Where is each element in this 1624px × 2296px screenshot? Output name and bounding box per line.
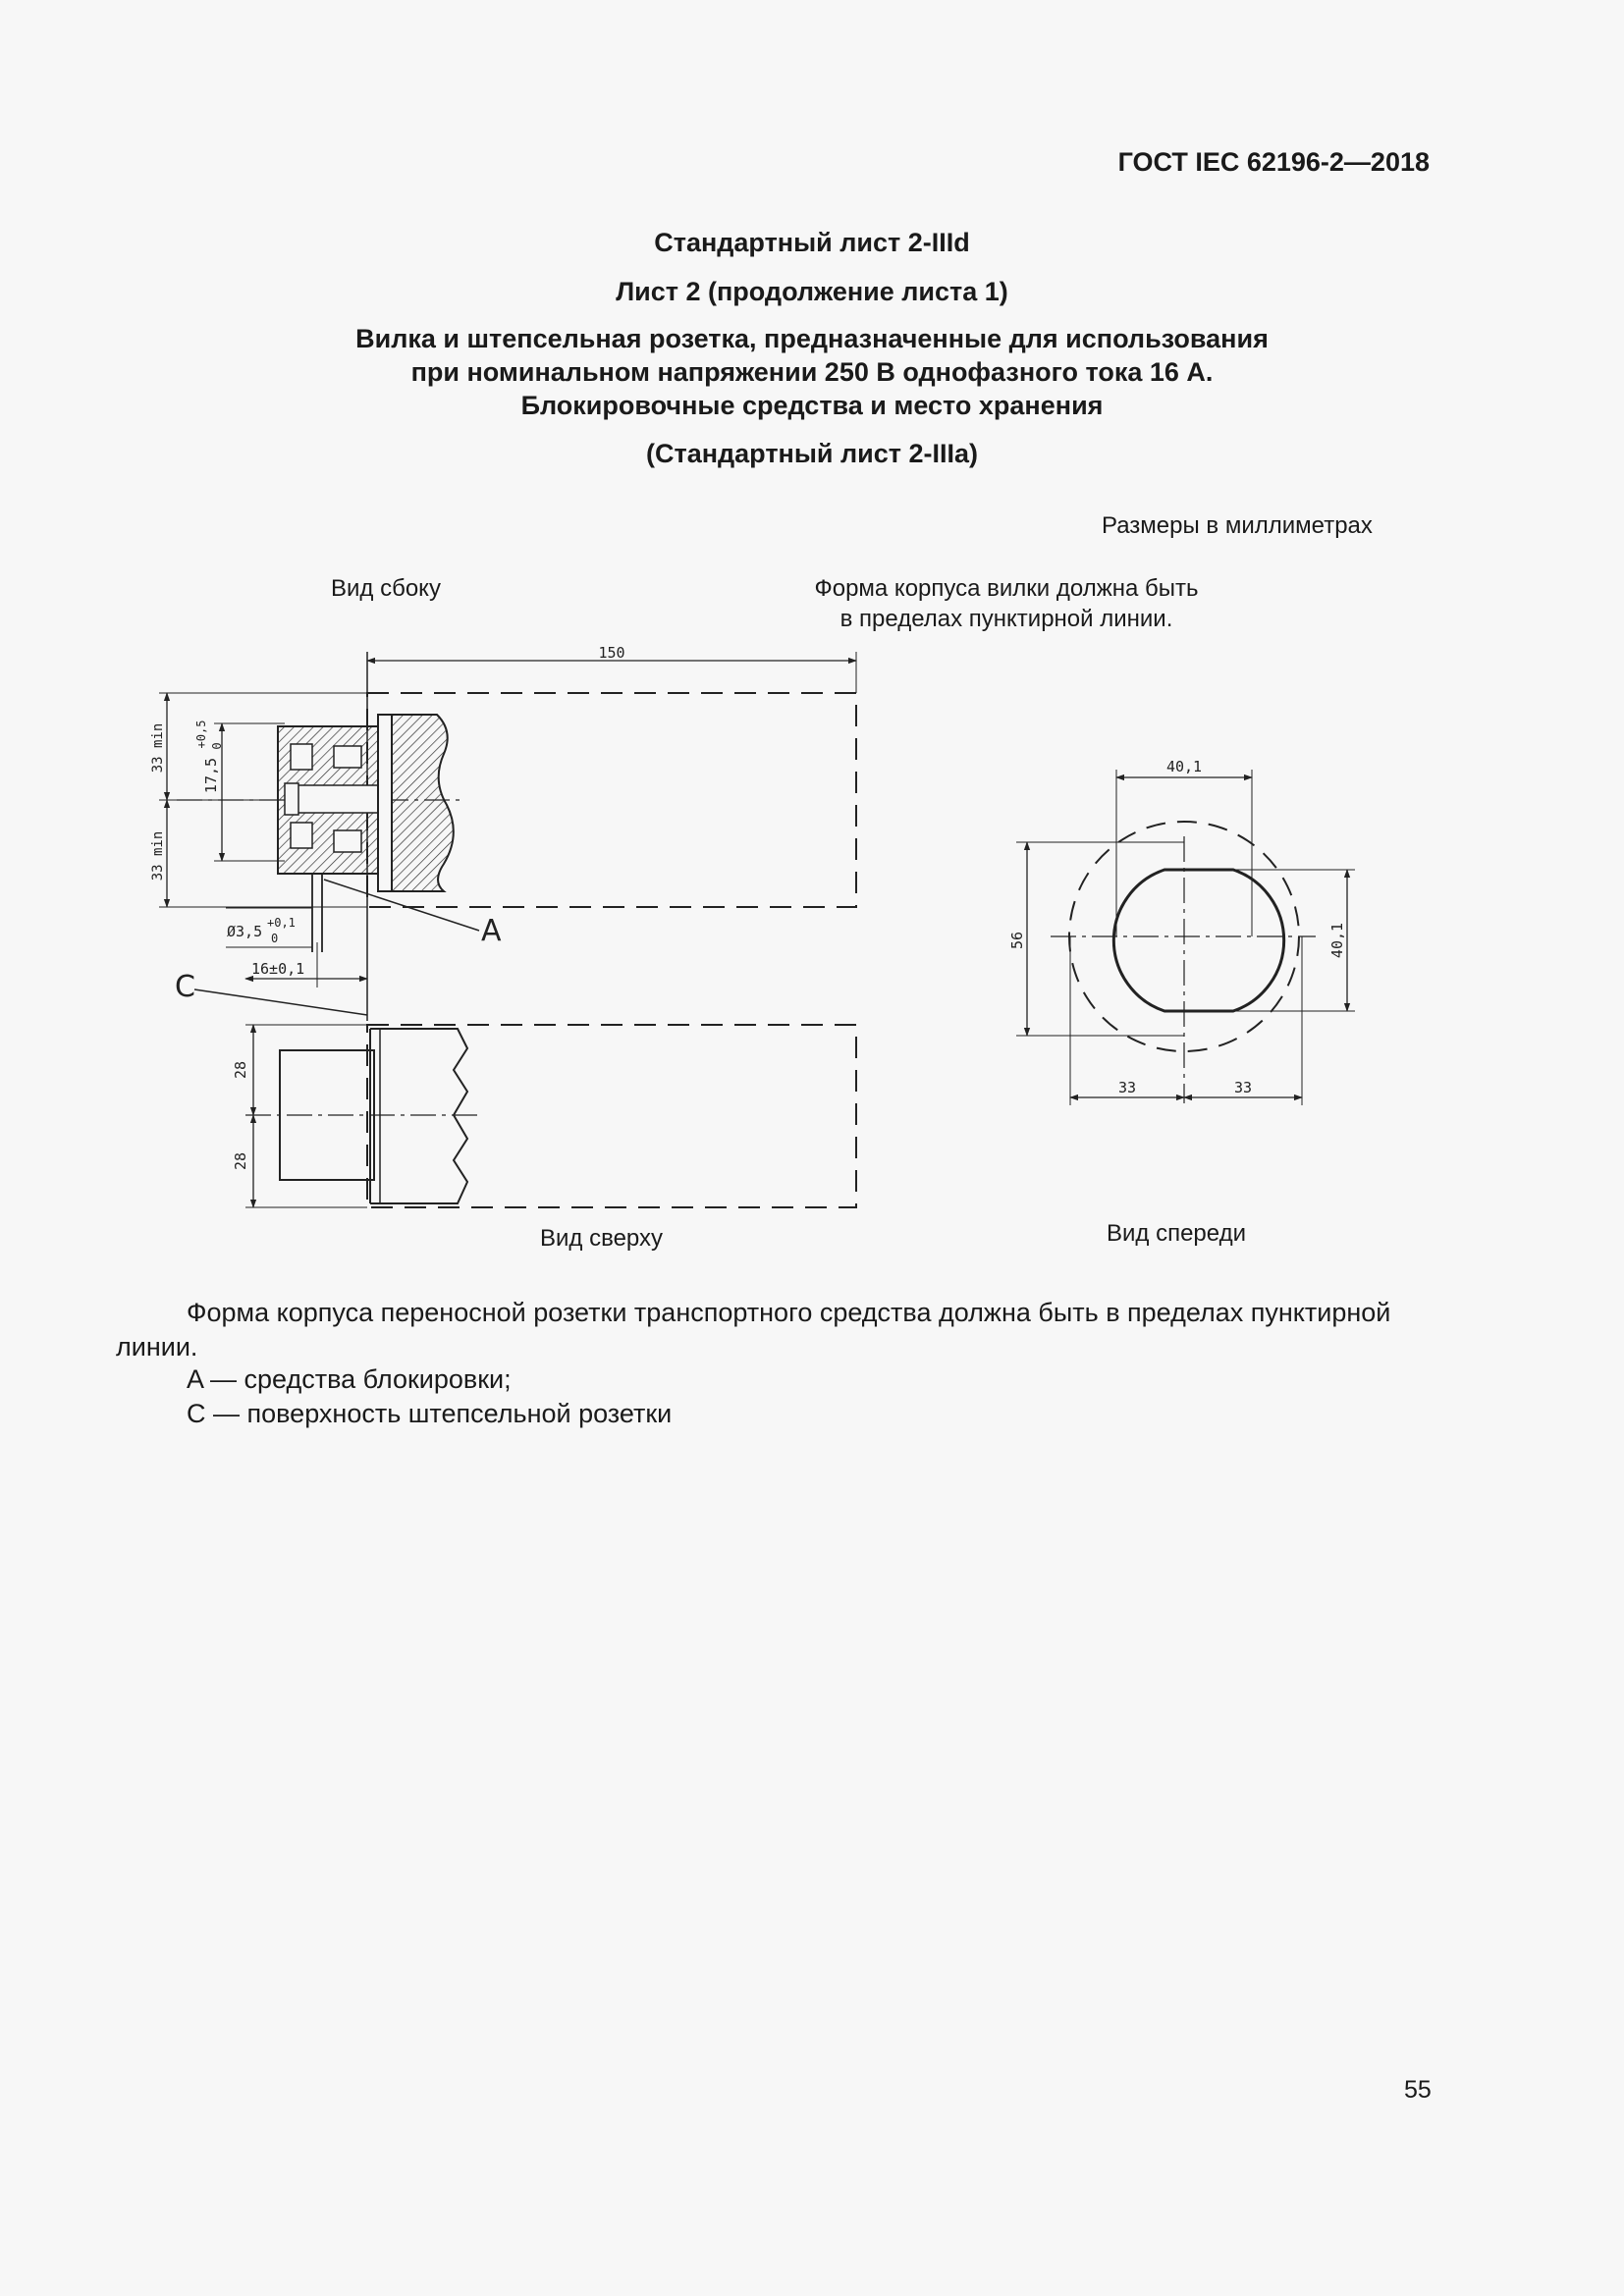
sheet-continuation: Лист 2 (продолжение листа 1) [616, 277, 1008, 306]
front-dim-33-left-label: 33 [1117, 1079, 1137, 1096]
front-dim-40-1-height-label: 40,1 [1328, 922, 1346, 959]
dim-28-bottom-label: 28 [232, 1151, 249, 1171]
dim-33-min-top-label: 33 min [150, 722, 166, 774]
dim-dia-tol-upper: +0,1 [267, 916, 296, 930]
dim-17-5-label: 17,5 [202, 757, 220, 794]
shape-note-line: в пределах пунктирной линии. [839, 606, 1173, 632]
dim-dia-3-5-label: Ø3,5 [227, 923, 263, 940]
legend-item-c: C — поверхность штепсельной розетки [187, 1399, 673, 1428]
dim-17-5-tol-lower: 0 [210, 742, 224, 750]
reference-sheet: (Стандартный лист 2-IIIa) [645, 439, 979, 468]
dim-150-label: 150 [598, 644, 625, 662]
top-dashed-outline [367, 1025, 856, 1207]
document-code: ГОСТ IEC 62196-2—2018 [1117, 147, 1430, 177]
front-socket-outline [1113, 870, 1283, 1011]
callout-c: C [175, 970, 195, 1004]
side-view-label: Вид сбоку [331, 575, 441, 602]
front-view-label: Вид спереди [1107, 1220, 1247, 1247]
heading-line: при номинальном напряжении 250 В однофазного тока 16 А. [410, 357, 1214, 387]
standard-sheet-title: Стандартный лист 2-IIId [654, 228, 970, 257]
legend-list [116, 1362, 1430, 1431]
front-view-drawing [1016, 770, 1355, 1105]
front-dim-40-1-width-label: 40,1 [1165, 758, 1203, 775]
leader-c [194, 989, 367, 1015]
shape-note-line: Форма корпуса вилки должна быть [814, 575, 1199, 602]
front-dim-56-label: 56 [1008, 931, 1026, 950]
front-dim-33-right-label: 33 [1233, 1079, 1253, 1096]
heading-line: Блокировочные средства и место хранения [520, 391, 1104, 420]
legend-item-a: A — средства блокировки; [187, 1364, 512, 1394]
top-view-drawing [245, 1025, 856, 1207]
body-paragraph: Форма корпуса переносной розетки транспортного средства должна быть в пределах пунктирной линии. [116, 1298, 1391, 1362]
dim-28-top-label: 28 [232, 1060, 249, 1080]
page-number: 55 [1404, 2076, 1432, 2104]
dim-33-min-bottom-label: 33 min [150, 830, 166, 881]
callout-a: A [481, 914, 502, 948]
dim-16-label: 16±0,1 [251, 960, 305, 978]
units-note: Размеры в миллиметрах [1102, 512, 1373, 539]
dim-17-5-tol-upper: +0,5 [194, 720, 208, 749]
heading-line: Вилка и штепсельная розетка, предназначенные для использования [355, 324, 1269, 353]
dim-dia-tol-lower: 0 [271, 932, 279, 945]
top-view-label: Вид сверху [540, 1225, 663, 1252]
